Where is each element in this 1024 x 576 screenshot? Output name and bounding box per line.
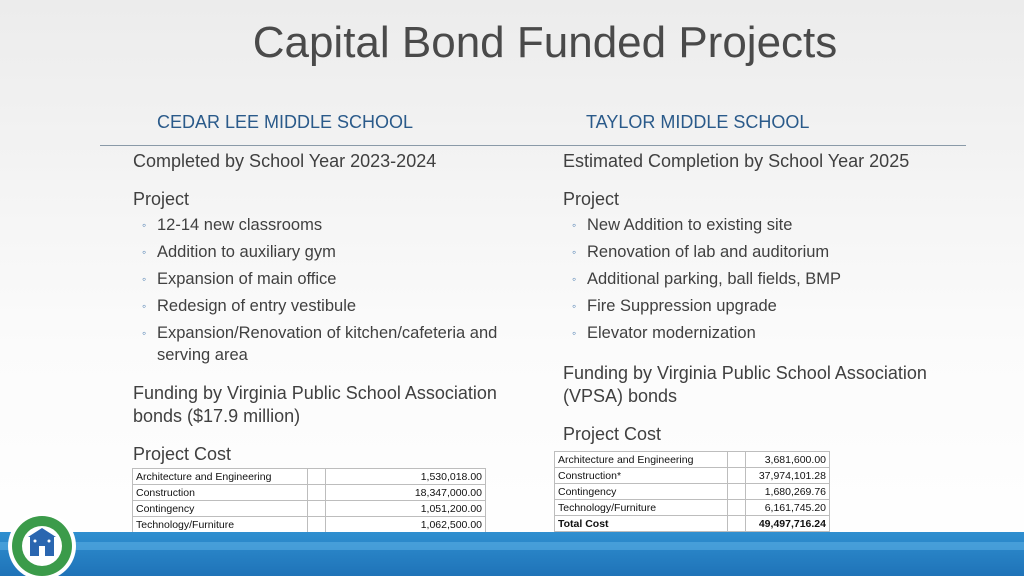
table-row: Technology/Furniture 6,161,745.20 — [555, 500, 830, 516]
right-completion: Estimated Completion by School Year 2025 — [563, 151, 910, 171]
bullet-icon: ◦ — [572, 326, 577, 340]
heading-divider — [100, 145, 966, 146]
left-item: ◦ Expansion/Renovation of kitchen/cafeteria and — [142, 324, 498, 342]
right-cost-table — [554, 451, 830, 532]
bullet-icon: ◦ — [142, 326, 147, 340]
page-title: Capital Bond Funded Projects — [252, 18, 838, 67]
right-item: ◦ Fire Suppression upgrade — [572, 297, 777, 315]
bullet-icon: ◦ — [572, 299, 577, 313]
right-funding-line1: Funding by Virginia Public School Association — [563, 363, 927, 383]
left-completion: Completed by School Year 2023-2024 — [133, 151, 437, 171]
right-project-label: Project — [563, 189, 620, 209]
bullet-icon: ◦ — [572, 245, 577, 259]
bullet-icon: ◦ — [572, 272, 577, 286]
footer-bar — [0, 532, 1024, 576]
left-cost-label: Project Cost — [133, 444, 232, 464]
table-row: Construction* 37,974,101.28 — [555, 468, 830, 484]
left-item: ◦ Addition to auxiliary gym — [142, 243, 336, 261]
right-item: ◦ New Addition to existing site — [572, 216, 793, 234]
left-project-label: Project — [133, 189, 190, 209]
left-funding-line1: Funding by Virginia Public School Association — [133, 383, 497, 403]
left-item: ◦ Expansion of main office — [142, 270, 337, 288]
left-item-continuation: serving area — [157, 346, 248, 364]
table-total-row: Total Cost 49,497,716.24 — [555, 516, 830, 532]
bullet-icon: ◦ — [142, 218, 147, 232]
table-row: Technology/Furniture 1,062,500.00 — [133, 517, 486, 533]
right-item: ◦ Additional parking, ball fields, BMP — [572, 270, 842, 288]
table-row: Architecture and Engineering 3,681,600.00 — [555, 452, 830, 468]
table-row: Architecture and Engineering 1,530,018.00 — [133, 469, 486, 485]
left-funding-line2: bonds ($17.9 million) — [133, 406, 301, 426]
bullet-icon: ◦ — [142, 272, 147, 286]
school-district-seal-icon — [6, 508, 78, 576]
right-item: ◦ Renovation of lab and auditorium — [572, 243, 830, 261]
right-cost-label: Project Cost — [563, 424, 662, 444]
table-row: Contingency 1,680,269.76 — [555, 484, 830, 500]
table-row: Construction 18,347,000.00 — [133, 485, 486, 501]
bullet-icon: ◦ — [142, 299, 147, 313]
right-school-heading: TAYLOR MIDDLE SCHOOL — [586, 112, 810, 132]
right-funding-line2: (VPSA) bonds — [563, 386, 678, 406]
right-item: ◦ Elevator modernization — [572, 324, 756, 342]
left-item: ◦ 12-14 new classrooms — [142, 216, 323, 234]
bullet-icon: ◦ — [142, 245, 147, 259]
left-item: ◦ Redesign of entry vestibule — [142, 297, 357, 315]
table-row: Contingency 1,051,200.00 — [133, 501, 486, 517]
bullet-icon: ◦ — [572, 218, 577, 232]
left-school-heading: CEDAR LEE MIDDLE SCHOOL — [157, 112, 414, 132]
